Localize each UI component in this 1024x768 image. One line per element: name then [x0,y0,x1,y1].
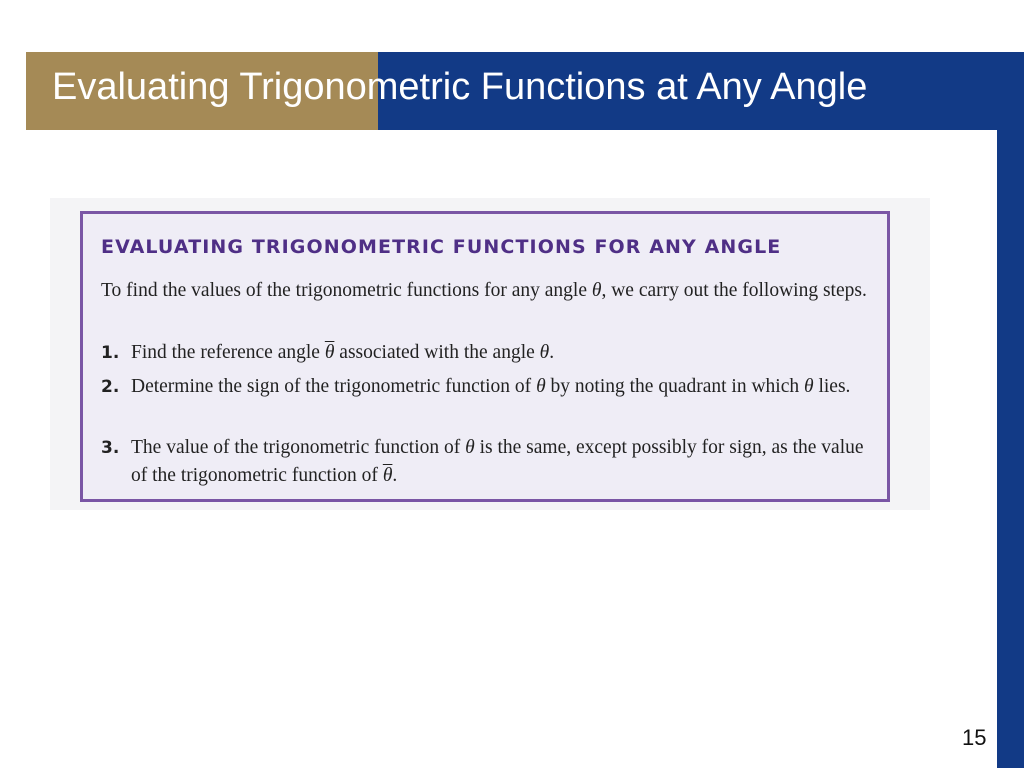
step-number: 1. [101,343,120,363]
step-number: 3. [101,438,120,458]
right-stripe [997,52,1024,768]
theta-symbol: θ [591,280,602,301]
theta-symbol: θ [465,437,475,458]
slide-title: Evaluating Trigonometric Functions at Any Angle [52,66,868,108]
step-text-part: lies. [813,376,851,397]
box-heading: EVALUATING TRIGONOMETRIC FUNCTIONS FOR ANY ANGLE [101,236,782,258]
step-text-part: by noting the quadrant in which [545,376,804,397]
step-text [131,434,866,490]
theta-symbol: θ [539,342,550,363]
step-text-part: is the same, except possibly for sign, as the value of the trigonometric function of [131,437,864,486]
intro-text-1: To find the values of the trigonometric functions for any angle [101,280,592,301]
theta-bar-symbol: $\overline{\theta}$ [382,465,393,486]
step-text-part: associated with the angle [334,342,540,363]
intro-text-2: , we carry out the following steps. [601,280,867,301]
page-number: 15 [962,725,987,750]
title-bar [26,52,998,130]
intro-paragraph [101,277,871,305]
step-text-part: . [549,342,555,363]
step-text-part: Find the reference angle [131,342,325,363]
step-text [131,373,866,401]
theta-symbol: θ [803,376,814,397]
step-text-part: The value of the trigonometric function of [131,437,466,458]
theta-bar-symbol: $\overline{\theta}$ [324,342,335,363]
definition-box [80,211,890,502]
step-text-part: Determine the sign of the trigonometric function of [131,376,537,397]
step-text [131,339,866,367]
theta-symbol: θ [536,376,546,397]
step-text-part: . [392,465,398,486]
step-number: 2. [101,377,120,397]
